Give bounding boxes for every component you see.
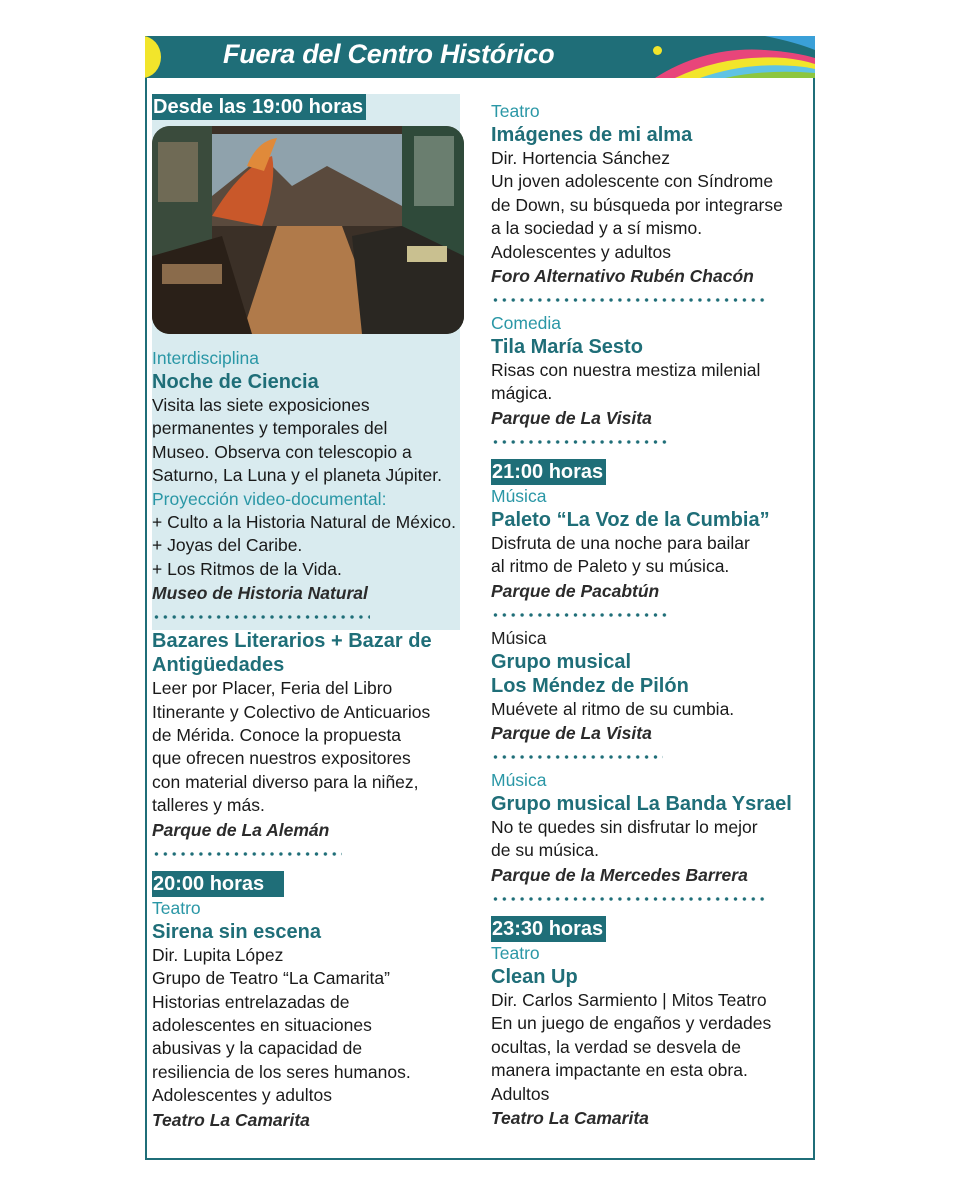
event-category: Teatro — [491, 942, 540, 963]
dotted-divider — [491, 297, 769, 303]
event-venue: Foro Alternativo Rubén Chacón — [491, 266, 754, 287]
dotted-divider — [491, 754, 663, 760]
event-venue: Teatro La Camarita — [491, 1107, 649, 1128]
event-description-line: de Mérida. Conoce la propuesta — [152, 725, 402, 746]
museum-image — [152, 126, 464, 334]
event-title: Antigüedades — [152, 654, 285, 677]
event-description-line: adolescentes en situaciones — [152, 1014, 372, 1035]
event-description-line: Adultos — [491, 1083, 550, 1104]
event-description-line: abusivas y la capacidad de — [152, 1038, 363, 1059]
event-category: Teatro — [491, 101, 540, 121]
event-subheading: Proyección video-documental: — [152, 488, 387, 509]
event-list-item: + Joyas del Caribe. — [152, 535, 303, 556]
event-description-line: a la sociedad y a sí mismo. — [491, 218, 703, 239]
event-description-line: manera impactante en esta obra. — [491, 1060, 748, 1081]
event-category: Música — [491, 770, 547, 791]
event-description-line: al ritmo de Paleto y su música. — [491, 556, 730, 577]
dotted-divider — [152, 614, 370, 620]
event-description-line: permanentes y temporales del — [152, 418, 388, 439]
event-venue: Parque de La Visita — [491, 407, 652, 428]
right-column — [491, 100, 809, 1130]
event-description-line: Adolescentes y adultos — [491, 241, 671, 262]
event-venue: Parque de La Visita — [491, 723, 652, 744]
event-description-line: ocultas, la verdad se desvela de — [491, 1036, 742, 1057]
dotted-divider — [491, 612, 669, 618]
event-description-line: Muévete al ritmo de su cumbia. — [491, 698, 735, 719]
event-title: Noche de Ciencia — [152, 371, 319, 393]
event-description-line: con material diverso para la niñez, — [152, 771, 419, 792]
event-title: Clean Up — [491, 965, 578, 988]
left-column — [152, 94, 470, 1132]
event-title: Sirena sin escena — [152, 920, 321, 943]
event-title: Los Méndez de Pilón — [491, 674, 689, 697]
event-description-line: Itinerante y Colectivo de Anticuarios — [152, 701, 431, 722]
time-badge: 21:00 horas — [491, 459, 606, 485]
event-description-line: de su música. — [491, 840, 599, 861]
event-list-item: + Los Ritmos de la Vida. — [152, 558, 342, 579]
event-description-line: Grupo de Teatro “La Camarita” — [152, 968, 390, 989]
event-title: Tila María Sesto — [491, 336, 643, 359]
event-venue: Parque de la Mercedes Barrera — [491, 864, 748, 885]
event-title: Grupo musical La Banda Ysrael — [491, 793, 792, 816]
time-badge: 23:30 horas — [491, 916, 606, 942]
event-title: Imágenes de mi alma — [491, 124, 693, 146]
event-category: Teatro — [152, 897, 201, 918]
event-title: Paleto “La Voz de la Cumbia” — [491, 508, 770, 531]
event-category: Música — [491, 485, 547, 506]
event-category: Comedia — [491, 313, 562, 334]
wave-decoration-icon — [645, 36, 815, 78]
event-description-line: Museo. Observa con telescopio a — [152, 441, 412, 462]
dotted-divider — [491, 896, 767, 902]
event-description-line: mágica. — [491, 383, 553, 404]
event-description-line: Dir. Hortencia Sánchez — [491, 148, 670, 168]
event-description-line: Dir. Lupita López — [152, 944, 284, 965]
dotted-divider — [491, 439, 667, 445]
event-venue: Teatro La Camarita — [152, 1109, 310, 1130]
event-description-line: Leer por Placer, Feria del Libro — [152, 678, 393, 699]
event-category: Música — [491, 627, 547, 648]
dotted-divider — [152, 851, 342, 857]
event-description-line: Dir. Carlos Sarmiento | Mitos Teatro — [491, 989, 767, 1010]
event-description-line: resiliencia de los seres humanos. — [152, 1061, 411, 1082]
sun-decoration-icon — [145, 36, 161, 78]
event-description-line: que ofrecen nuestros expositores — [152, 748, 411, 769]
event-description-line: Disfruta de una noche para bailar — [491, 532, 750, 553]
event-description-line: Visita las siete exposiciones — [152, 395, 370, 415]
event-description-line: Risas con nuestra mestiza milenial — [491, 360, 761, 381]
event-description-line: En un juego de engaños y verdades — [491, 1013, 772, 1034]
section-header — [145, 36, 815, 78]
event-category: Interdisciplina — [152, 348, 259, 368]
event-venue: Parque de La Alemán — [152, 819, 330, 840]
section-title: Fuera del Centro Histórico — [223, 39, 555, 69]
museum-photo — [152, 126, 464, 334]
event-description-line: No te quedes sin disfrutar lo mejor — [491, 817, 758, 838]
event-description-line: Saturno, La Luna y el planeta Júpiter. — [152, 465, 442, 486]
event-description-line: Historias entrelazadas de — [152, 991, 350, 1012]
time-badge: Desde las 19:00 horas — [152, 94, 366, 120]
event-description-line: talleres y más. — [152, 795, 265, 816]
time-badge: 20:00 horas — [152, 871, 284, 897]
event-description-line: de Down, su búsqueda por integrarse — [491, 194, 783, 215]
event-title: Grupo musical — [491, 650, 632, 673]
event-description-line: Adolescentes y adultos — [152, 1085, 332, 1106]
event-title: Bazares Literarios + Bazar de — [152, 630, 432, 653]
event-description-line: Un joven adolescente con Síndrome — [491, 171, 774, 192]
event-venue: Parque de Pacabtún — [491, 580, 660, 601]
event-list-item: + Culto a la Historia Natural de México. — [152, 512, 456, 533]
event-venue: Museo de Historia Natural — [152, 583, 368, 604]
